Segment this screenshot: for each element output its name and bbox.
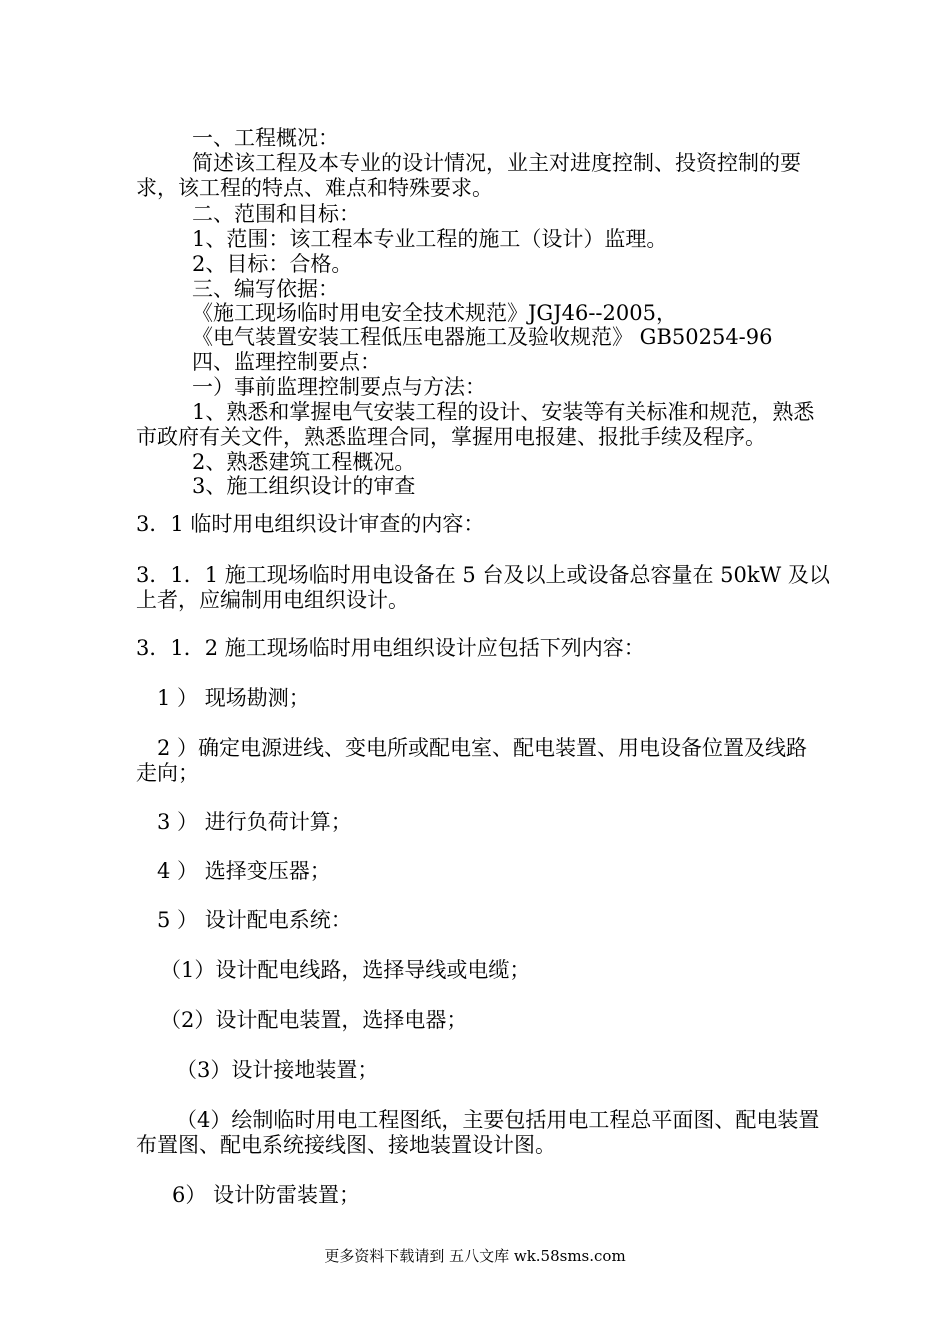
section-heading-control: 四、监理控制要点： bbox=[192, 350, 381, 374]
list-item: 4 ） 选择变压器； bbox=[157, 859, 331, 883]
clause-line: 上者，应编制用电组织设计。 bbox=[136, 588, 409, 612]
paragraph-line: 2、熟悉建筑工程概况。 bbox=[192, 450, 416, 474]
paragraph-line: 市政府有关文件，熟悉监理合同，掌握用电报建、报批手续及程序。 bbox=[136, 425, 766, 449]
paragraph-line: 2、目标：合格。 bbox=[192, 252, 353, 276]
section-heading-overview: 一、工程概况： bbox=[192, 126, 339, 150]
paragraph-line: 简述该工程及本专业的设计情况，业主对进度控制、投资控制的要 bbox=[192, 151, 801, 175]
paragraph-line: 3、施工组织设计的审查 bbox=[192, 474, 416, 498]
sub-list-item: （3）设计接地装置； bbox=[176, 1058, 379, 1082]
list-item: 3 ） 进行负荷计算； bbox=[157, 810, 352, 834]
reference-line: 《施工现场临时用电安全技术规范》JGJ46--2005， bbox=[192, 301, 677, 325]
clause-line: 3．1．1 施工现场临时用电设备在 5 台及以上或设备总容量在 50kW 及以 bbox=[136, 563, 830, 587]
list-item: 6） 设计防雷装置； bbox=[172, 1183, 361, 1207]
paragraph-line: 1、熟悉和掌握电气安装工程的设计、安装等有关标准和规范，熟悉 bbox=[192, 400, 815, 424]
sub-list-item: （4）绘制临时用电工程图纸，主要包括用电工程总平面图、配电装置 bbox=[176, 1108, 820, 1132]
sub-list-item: （2）设计配电装置，选择电器； bbox=[160, 1008, 468, 1032]
list-item: 2 ）确定电源进线、变电所或配电室、配电装置、用电设备位置及线路 bbox=[157, 736, 808, 760]
list-item: 1 ） 现场勘测； bbox=[157, 686, 310, 710]
paragraph-line: 求，该工程的特点、难点和特殊要求。 bbox=[136, 176, 493, 200]
page-footer: 更多资料下载请到 五八文库 wk.58sms.com bbox=[324, 1247, 626, 1265]
section-heading-basis: 三、编写依据： bbox=[192, 277, 339, 301]
subsection-heading: 一）事前监理控制要点与方法： bbox=[192, 375, 486, 399]
reference-line: 《电气装置安装工程低压电器施工及验收规范》 GB50254-96 bbox=[192, 325, 773, 349]
sub-list-item: 布置图、配电系统接线图、接地装置设计图。 bbox=[136, 1133, 556, 1157]
clause-line: 3．1．2 施工现场临时用电组织设计应包括下列内容： bbox=[136, 636, 645, 660]
list-item: 5 ） 设计配电系统： bbox=[157, 908, 352, 932]
clause-heading: 3．1 临时用电组织设计审查的内容： bbox=[136, 512, 485, 536]
section-heading-scope: 二、范围和目标： bbox=[192, 202, 360, 226]
paragraph-line: 1、范围：该工程本专业工程的施工（设计）监理。 bbox=[192, 227, 668, 251]
sub-list-item: （1）设计配电线路，选择导线或电缆； bbox=[160, 958, 531, 982]
list-item: 走向； bbox=[136, 761, 199, 785]
